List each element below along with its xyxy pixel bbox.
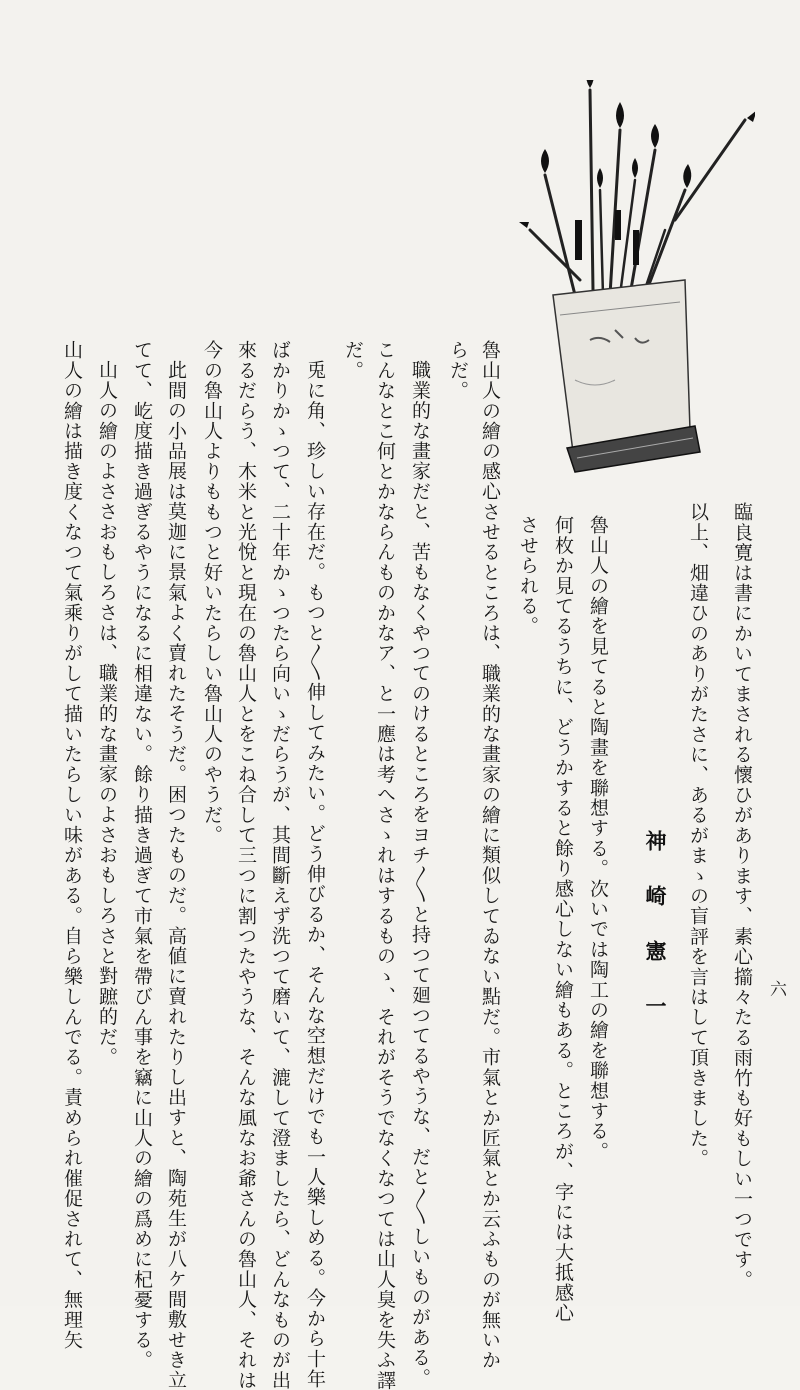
essay-line: だ。 (342, 340, 364, 381)
essay-line: こんなとこ何とかならんものかなア、と一應は考へさゝれはするものゝ、それがそうでなくなつては山人臭を失ふ譯 (374, 340, 396, 1390)
essay-line: 魯山人の繪を見てると陶畫を聯想する。次いでは陶工の繪を聯想する。 (587, 515, 609, 1162)
essay-line: 兎に角、珍しい存在だ。もつと〱伸してみたい。どう伸びるか、そんな空想だけでも一人樂しめる。今から十年 (304, 360, 326, 1389)
essay-line: 何枚か見てるうちに、どうかすると餘り感心しない繪もある。ところが、字には大抵感心 (552, 515, 574, 1323)
essay-line: 此間の小品展は莫迦に景氣よく賣れたそうだ。困つたものだ。高値に賣れたりし出すと、陶苑生が八ケ間敷せき立 (165, 360, 187, 1390)
essay-line: 山人の繪のよささおもしろさは、職業的な畫家のよさおもしろさと對蹠的だ。 (96, 360, 118, 1067)
essay-line: 魯山人の繪の感心させるところは、職業的な畫家の繪に類似してゐない點だ。市氣とか匠氣とか云ふものが無いか (479, 340, 501, 1371)
essay-line: させられる。 (517, 515, 539, 637)
essay-line: らだ。 (447, 340, 469, 401)
essay-line: ばかりかゝつて、二十年かゝつたら向いゝだらうが、其間斷えず洗つて磨いて、漉して澄ましたら、どんなものが出 (269, 340, 291, 1390)
essay-line: 今の魯山人よりももつと好いたらしい魯山人のやうだ。 (201, 340, 223, 845)
brush-vase-illustration (515, 80, 755, 480)
essay-line: てて、屹度描き過ぎるやうになるに相違ない。餘り描き過ぎて市氣を帶びん事を竊に山人の繪の爲めに杞憂する。 (131, 340, 153, 1371)
essay-line: 山人の繪は描き度くなつて氣乘りがして描いたらしい味がある。自ら樂しんでる。責められ催促されて、無理矢 (61, 340, 83, 1350)
essay-line: 職業的な畫家だと、苦もなくやつてのけるところをヨチ〱と持つて廻つてるやうな、だと〱しいものがある。 (409, 360, 431, 1388)
page-number: 六 (766, 980, 786, 997)
author-name: 神崎憲一 (643, 830, 668, 1050)
intro-line: 以上、畑違ひのありがたさに、あるがまゝの盲評を言はして頂きました。 (687, 502, 709, 1169)
essay-line: 來るだらう、木米と光悅と現在の魯山人とをこね合して三つに割つたやうな、そんな風なお爺さんの魯山人、それは (235, 340, 257, 1390)
intro-line: 臨良寛は書にかいてまされる懷ひがあります、素心擶々たる雨竹も好もしい一つです。 (731, 502, 753, 1290)
